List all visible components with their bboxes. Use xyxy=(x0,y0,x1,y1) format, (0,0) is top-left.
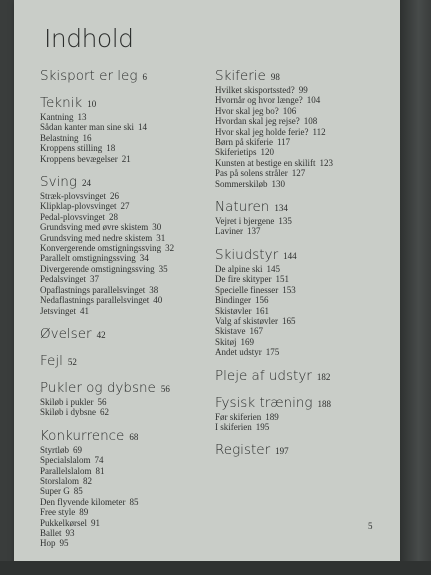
entry-title: Skistøvler xyxy=(215,305,252,316)
chapter-heading xyxy=(40,428,200,445)
toc-entry xyxy=(215,158,395,168)
chapter-page-number: 134 xyxy=(274,203,288,214)
entry-title: Divergerende omstigningssving xyxy=(40,263,155,274)
entry-page-number: 21 xyxy=(121,153,131,164)
toc-entry xyxy=(40,133,200,143)
entry-title: De fire skityper xyxy=(215,274,272,285)
toc-entry xyxy=(40,212,200,222)
toc-entry xyxy=(40,122,200,132)
entry-title: Parallelt omstigningssving xyxy=(40,253,136,264)
chapter-heading xyxy=(215,368,395,385)
entry-page-number: 28 xyxy=(109,211,118,222)
entry-page-number: 189 xyxy=(265,411,279,422)
entry-page-number: 81 xyxy=(95,465,105,476)
entry-title: Specielle finesser xyxy=(215,284,279,295)
entry-list xyxy=(40,397,200,418)
entry-title: Skiferietips xyxy=(215,147,257,158)
entry-page-number: 89 xyxy=(79,507,89,518)
entry-page-number: 145 xyxy=(266,263,280,274)
entry-page-number: 99 xyxy=(298,85,308,95)
chapter-page-number: 98 xyxy=(270,72,280,82)
entry-title: De alpine ski xyxy=(215,263,263,274)
entry-title: Hvilket skisportssted? xyxy=(215,85,295,95)
entry-list xyxy=(215,216,395,237)
entry-title: Ballet xyxy=(40,527,62,538)
toc-entry xyxy=(215,347,395,357)
entry-page-number: 156 xyxy=(255,295,269,306)
toc-entry xyxy=(215,85,395,95)
entry-page-number: 151 xyxy=(275,274,289,285)
toc-section xyxy=(40,95,200,164)
chapter-page-number: 56 xyxy=(160,383,170,394)
entry-title: Konvergerende omstigningssving xyxy=(40,243,162,254)
entry-list xyxy=(40,191,200,316)
toc-entry xyxy=(215,168,395,178)
entry-page-number: 41 xyxy=(80,305,89,316)
entry-page-number: 30 xyxy=(152,222,162,233)
chapter-page-number: 182 xyxy=(316,371,331,382)
entry-page-number: 74 xyxy=(94,455,104,466)
entry-title: Styrtløb xyxy=(40,444,70,455)
entry-title: Hvor skal jeg bo? xyxy=(215,105,279,116)
toc-section xyxy=(40,326,200,343)
entry-list xyxy=(40,445,200,549)
chapter-heading xyxy=(40,326,200,343)
entry-title: Kantning xyxy=(40,112,74,122)
chapter-page-number: 42 xyxy=(96,329,106,340)
toc-entry xyxy=(40,143,200,153)
entry-page-number: 195 xyxy=(255,421,270,432)
chapter-heading xyxy=(215,395,395,412)
toc-entry xyxy=(215,337,395,347)
entry-page-number: 34 xyxy=(139,253,149,264)
entry-title: Den flyvende kilometer xyxy=(40,496,126,507)
entry-title: Skistave xyxy=(215,326,246,337)
entry-page-number: 14 xyxy=(137,122,147,133)
background-edge xyxy=(0,561,431,575)
entry-title: Laviner xyxy=(215,226,243,237)
toc-entry xyxy=(40,285,200,295)
entry-page-number: 117 xyxy=(276,137,291,148)
entry-title: Klipklap-plovsvinget xyxy=(40,201,117,212)
toc-section xyxy=(215,68,395,189)
entry-page-number: 165 xyxy=(282,315,296,326)
toc-entry xyxy=(215,106,395,116)
entry-page-number: 32 xyxy=(165,243,175,254)
entry-title: Kunsten at bestige en skilift xyxy=(215,157,316,168)
entry-page-number: 85 xyxy=(129,496,139,507)
toc-entry xyxy=(215,179,395,189)
entry-page-number: 91 xyxy=(91,517,100,528)
toc-entry xyxy=(40,518,200,528)
chapter-heading xyxy=(40,174,200,191)
chapter-page-number: 188 xyxy=(317,398,332,409)
chapter-heading xyxy=(215,247,395,264)
chapter-title: Skisport er leg xyxy=(40,68,138,84)
entry-page-number: 62 xyxy=(100,407,110,418)
entry-page-number: 137 xyxy=(246,226,261,237)
toc-section xyxy=(40,428,200,549)
toc-entry xyxy=(215,295,395,305)
entry-page-number: 82 xyxy=(83,475,93,486)
toc-entry xyxy=(40,295,200,305)
entry-title: Sommerskiløb xyxy=(215,178,268,189)
toc-entry xyxy=(215,274,395,284)
toc-entry xyxy=(40,507,200,517)
chapter-page-number: 68 xyxy=(129,431,139,442)
entry-page-number: 18 xyxy=(106,143,116,154)
chapter-title: Øvelser xyxy=(40,325,92,342)
chapter-heading xyxy=(40,68,200,85)
entry-title: Skiløb i dybsne xyxy=(40,407,97,418)
toc-entry xyxy=(40,455,200,465)
entry-page-number: 13 xyxy=(77,112,87,122)
toc-entry xyxy=(40,233,200,243)
entry-page-number: 106 xyxy=(282,105,297,116)
toc-entry xyxy=(215,422,395,432)
toc-entry xyxy=(215,412,395,422)
toc-right-column xyxy=(215,68,395,469)
entry-page-number: 16 xyxy=(82,132,92,143)
chapter-title: Naturen xyxy=(215,199,270,216)
entry-title: Belastning xyxy=(40,132,79,143)
toc-entry xyxy=(40,538,200,548)
entry-list xyxy=(40,112,200,164)
entry-title: Hop xyxy=(40,538,56,549)
chapter-title: Teknik xyxy=(40,95,83,111)
entry-page-number: 120 xyxy=(260,147,274,158)
toc-entry xyxy=(215,316,395,326)
entry-title: Vejret i bjergene xyxy=(215,216,275,227)
chapter-page-number: 197 xyxy=(275,446,289,457)
entry-title: Pedal-plovsvinget xyxy=(40,211,105,222)
entry-title: Super G xyxy=(40,486,70,497)
toc-entry xyxy=(40,306,200,316)
entry-page-number: 104 xyxy=(306,95,321,106)
toc-section xyxy=(215,247,395,358)
entry-title: Før skiferien xyxy=(215,411,262,422)
toc-entry xyxy=(215,116,395,126)
chapter-title: Register xyxy=(215,442,271,459)
toc-entry xyxy=(215,127,395,137)
entry-title: Storslalom xyxy=(40,475,80,486)
chapter-title: Skiferie xyxy=(215,68,266,84)
toc-entry xyxy=(40,154,200,164)
toc-entry xyxy=(40,264,200,274)
entry-title: Pukkelkørsel xyxy=(40,517,87,528)
entry-page-number: 37 xyxy=(90,274,99,285)
chapter-page-number: 144 xyxy=(283,250,297,261)
chapter-heading xyxy=(40,353,200,370)
toc-entry xyxy=(215,264,395,274)
entry-page-number: 167 xyxy=(249,326,263,337)
entry-page-number: 130 xyxy=(271,178,286,189)
chapter-heading xyxy=(40,380,200,397)
toc-entry xyxy=(40,497,200,507)
entry-page-number: 93 xyxy=(65,527,75,538)
toc-entry xyxy=(215,216,395,226)
entry-page-number: 169 xyxy=(240,336,255,347)
entry-page-number: 112 xyxy=(312,126,326,137)
entry-title: Opaflastnings parallelsvinget xyxy=(40,284,146,295)
toc-entry xyxy=(215,306,395,316)
toc-section xyxy=(215,199,395,237)
toc-entry xyxy=(40,253,200,263)
chapter-heading xyxy=(215,442,395,459)
page-number: 5 xyxy=(368,521,373,531)
toc-entry xyxy=(40,407,200,417)
toc-entry xyxy=(215,147,395,157)
entry-title: Grundsving med nedre skistem xyxy=(40,232,153,243)
entry-page-number: 153 xyxy=(282,284,296,295)
entry-page-number: 31 xyxy=(156,232,166,243)
entry-page-number: 108 xyxy=(303,116,318,127)
chapter-heading xyxy=(215,199,395,216)
entry-page-number: 85 xyxy=(73,486,83,497)
entry-title: Grundsving med øvre skistem xyxy=(40,222,149,233)
toc-entry xyxy=(40,201,200,211)
toc-entry xyxy=(40,445,200,455)
entry-title: Børn på skiferie xyxy=(215,137,273,148)
toc-entry xyxy=(40,486,200,496)
toc-entry xyxy=(40,397,200,407)
toc-section xyxy=(40,68,200,85)
chapter-title: Fejl xyxy=(40,352,63,369)
entry-page-number: 161 xyxy=(255,305,270,316)
toc-entry xyxy=(40,274,200,284)
entry-list xyxy=(215,412,395,433)
toc-entry xyxy=(40,112,200,122)
entry-title: Nedaflastnings parallelsvinget xyxy=(40,295,150,306)
entry-title: Stræk-plovsvinget xyxy=(40,191,107,202)
entry-page-number: 26 xyxy=(110,191,120,202)
entry-page-number: 175 xyxy=(265,347,280,358)
entry-title: I skiferien xyxy=(215,421,252,432)
entry-title: Pas på solens stråler xyxy=(215,168,288,179)
toc-entry xyxy=(215,326,395,336)
entry-list xyxy=(215,264,395,358)
entry-title: Jetsvinget xyxy=(40,305,76,316)
entry-title: Hvor skal jeg holde ferie? xyxy=(215,126,309,137)
page-title: Indhold xyxy=(44,24,134,53)
toc-section xyxy=(40,174,200,316)
entry-page-number: 69 xyxy=(73,444,83,455)
chapter-title: Konkurrence xyxy=(40,427,125,444)
chapter-page-number: 24 xyxy=(81,178,91,189)
entry-title: Kroppens bevægelser xyxy=(40,153,118,164)
toc-section xyxy=(215,395,395,433)
entry-title: Sådan kanter man sine ski xyxy=(40,122,134,133)
entry-title: Pedalsvinget xyxy=(40,274,86,285)
entry-title: Kroppens stilling xyxy=(40,143,103,154)
entry-page-number: 40 xyxy=(153,295,163,306)
entry-title: Valg af skistøvler xyxy=(215,315,278,326)
chapter-heading xyxy=(215,68,395,85)
toc-section xyxy=(40,380,200,418)
chapter-page-number: 10 xyxy=(87,99,97,109)
entry-page-number: 35 xyxy=(158,263,168,274)
chapter-heading xyxy=(40,95,200,112)
entry-title: Andet udstyr xyxy=(215,347,262,358)
entry-title: Bindinger xyxy=(215,295,251,306)
entry-page-number: 38 xyxy=(149,284,159,295)
entry-title: Skitøj xyxy=(215,336,237,347)
entry-title: Parallelslalom xyxy=(40,465,92,476)
entry-title: Free style xyxy=(40,507,76,518)
entry-title: Hvornår og hvor længe? xyxy=(215,95,303,106)
toc-left-column xyxy=(40,68,200,559)
toc-section xyxy=(40,353,200,370)
toc-entry xyxy=(215,226,395,236)
chapter-page-number: 52 xyxy=(67,356,77,367)
chapter-title: Fysisk træning xyxy=(215,394,313,411)
entry-page-number: 95 xyxy=(59,538,69,549)
entry-page-number: 135 xyxy=(278,216,292,227)
toc-entry xyxy=(40,243,200,253)
toc-entry xyxy=(215,95,395,105)
chapter-title: Pukler og dybsne xyxy=(40,379,156,396)
toc-section xyxy=(215,442,395,459)
chapter-title: Sving xyxy=(40,174,77,191)
entry-title: Skiløb i pukler xyxy=(40,396,94,407)
entry-page-number: 27 xyxy=(120,201,130,212)
toc-entry xyxy=(40,191,200,201)
entry-title: Specialslalom xyxy=(40,455,91,466)
entry-page-number: 56 xyxy=(97,396,107,407)
toc-section xyxy=(215,368,395,385)
entry-list xyxy=(215,85,395,189)
toc-entry xyxy=(40,476,200,486)
entry-page-number: 127 xyxy=(291,168,306,179)
chapter-title: Skiudstyr xyxy=(215,246,279,263)
toc-entry xyxy=(40,528,200,538)
toc-entry xyxy=(215,285,395,295)
book-spine xyxy=(400,0,431,575)
entry-title: Hvordan skal jeg rejse? xyxy=(215,116,300,127)
chapter-title: Pleje af udstyr xyxy=(215,367,312,384)
toc-entry xyxy=(40,222,200,232)
chapter-page-number: 6 xyxy=(142,72,147,82)
entry-page-number: 123 xyxy=(319,157,333,168)
toc-entry xyxy=(215,137,395,147)
toc-entry xyxy=(40,466,200,476)
